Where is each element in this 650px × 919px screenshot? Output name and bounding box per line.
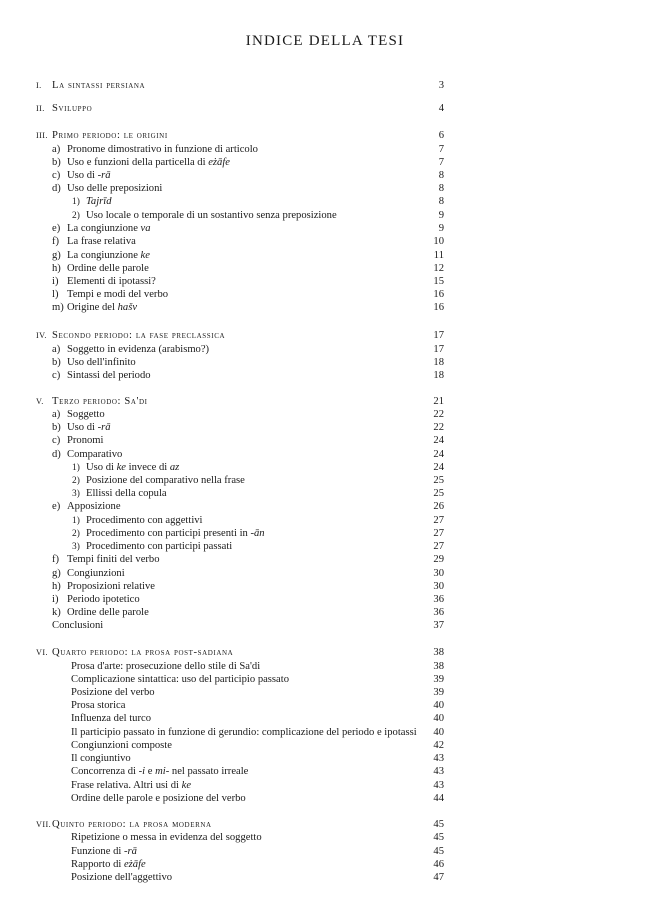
entry-text: Tempi finiti del verbo	[67, 554, 160, 565]
page-number: 44	[433, 793, 444, 804]
entry-text: Sintassi del periodo	[67, 370, 151, 381]
toc-entry-row	[36, 779, 444, 792]
entry-text: Congiunzioni composte	[71, 740, 172, 751]
page-number: 8	[438, 170, 444, 181]
entry-text: Frase relativa. Altri usi di	[71, 780, 182, 791]
page-number: 30	[433, 581, 444, 592]
entry-text: Ordine delle parole	[67, 263, 149, 274]
entry-text: Conclusioni	[52, 620, 104, 631]
entry-text: Sviluppo	[52, 103, 93, 114]
page-number: 6	[438, 130, 444, 141]
toc-entry-row	[36, 580, 444, 593]
entry-title	[52, 330, 225, 341]
entry-text: Primo periodo: le origini	[52, 130, 168, 141]
entry-text: Quinto periodo: la prosa moderna	[52, 819, 212, 830]
entry-text: Elementi di ipotassi?	[67, 276, 156, 287]
toc-entry-row	[36, 567, 444, 580]
entry-text: Uso di	[67, 170, 98, 181]
page-number: 9	[438, 223, 444, 234]
entry-title	[67, 236, 136, 247]
toc-entry-row	[36, 699, 444, 712]
page-number: 10	[433, 236, 444, 247]
toc-entry-row	[36, 527, 444, 540]
toc-entry-row	[36, 871, 444, 884]
entry-text: La frase relativa	[67, 236, 136, 247]
toc-entry-row	[36, 209, 444, 222]
entry-label: c)	[52, 170, 61, 181]
page-number: 43	[433, 753, 444, 764]
toc-entry-row	[36, 553, 444, 566]
entry-label: e)	[52, 223, 61, 234]
toc-entry-row	[36, 765, 444, 778]
entry-text: Concorrenza di	[71, 766, 139, 777]
entry-title	[71, 674, 289, 685]
entry-text: Ordine delle parole	[67, 607, 149, 618]
entry-title	[67, 250, 150, 261]
entry-title	[52, 620, 103, 631]
page-number: 8	[438, 196, 444, 207]
entry-term: az	[169, 462, 180, 473]
page-number: 39	[433, 674, 444, 685]
entry-label: b)	[52, 422, 61, 433]
page-number: 18	[433, 370, 444, 381]
page-number: 40	[433, 713, 444, 724]
entry-text: Pronomi	[67, 435, 104, 446]
entry-text: Secondo periodo: la fase preclassica	[52, 330, 226, 341]
entry-text: Posizione del verbo	[71, 687, 155, 698]
page-number: 8	[438, 183, 444, 194]
entry-text: Uso locale o temporale di un sostantivo senza preposizione	[86, 210, 337, 221]
entry-title	[67, 344, 209, 355]
entry-title	[67, 501, 121, 512]
entry-text: Funzione di	[71, 846, 124, 857]
page-number: 43	[433, 766, 444, 777]
toc-entry-row	[36, 195, 444, 208]
page-number: 45	[433, 832, 444, 843]
entry-title	[86, 475, 245, 486]
entry-text: Uso di	[67, 422, 98, 433]
entry-text: La congiunzione	[67, 223, 141, 234]
entry-title	[67, 144, 258, 155]
toc-entry-row	[36, 369, 444, 382]
entry-text: La congiunzione	[67, 250, 141, 261]
toc-entry-row	[36, 500, 444, 513]
entry-term: mi-	[155, 766, 170, 777]
toc-entry-row	[36, 792, 444, 805]
entry-label: m)	[52, 302, 64, 313]
entry-text: Soggetto	[67, 409, 105, 420]
entry-text: Apposizione	[67, 501, 121, 512]
toc-entry-row	[36, 448, 444, 461]
entry-label: d)	[52, 183, 61, 194]
toc-entry-row	[36, 606, 444, 619]
entry-text: Terzo periodo: Sa'di	[52, 396, 148, 407]
toc-entry-row	[36, 169, 444, 182]
section-number: V.	[36, 397, 44, 406]
page-number: 7	[438, 157, 444, 168]
entry-term: ke	[140, 250, 150, 261]
entry-title	[67, 357, 136, 368]
page-number: 18	[433, 357, 444, 368]
entry-term: -i	[138, 766, 146, 777]
entry-text: Procedimento con aggettivi	[86, 515, 203, 526]
entry-title	[71, 872, 172, 883]
page-number: 36	[433, 594, 444, 605]
entry-title	[52, 819, 212, 830]
entry-title	[71, 740, 172, 751]
page-number: 16	[433, 302, 444, 313]
entry-term: -rā	[97, 422, 111, 433]
toc-entry-row	[36, 593, 444, 606]
toc-entry-row	[36, 275, 444, 288]
toc-entry-row	[36, 434, 444, 447]
entry-label: b)	[52, 157, 61, 168]
entry-title	[52, 130, 168, 141]
entry-label: i)	[52, 276, 59, 287]
toc-entry-row	[36, 752, 444, 765]
entry-text: Soggetto in evidenza (arabismo?)	[67, 344, 210, 355]
toc-entry-row	[36, 182, 444, 195]
entry-text-tail: e	[145, 766, 156, 777]
toc-entry-row	[36, 235, 444, 248]
toc-entry-row	[36, 356, 444, 369]
page-number: 21	[433, 396, 444, 407]
toc-section-row	[36, 79, 444, 92]
entry-title	[67, 170, 111, 181]
entry-text: La sintassi persiana	[52, 80, 146, 91]
page-number: 37	[433, 620, 444, 631]
toc-entry-row	[36, 487, 444, 500]
page-number: 46	[433, 859, 444, 870]
page-number: 36	[433, 607, 444, 618]
entry-label: b)	[52, 357, 61, 368]
entry-label: h)	[52, 581, 61, 592]
page-number: 45	[433, 819, 444, 830]
entry-title	[86, 462, 179, 473]
page-title: INDICE DELLA TESI	[245, 33, 405, 49]
toc-entry-row	[36, 660, 444, 673]
entry-label: i)	[52, 594, 59, 605]
page-number: 27	[433, 541, 444, 552]
entry-label: 2)	[72, 211, 80, 221]
entry-title	[86, 528, 265, 539]
toc-entry-row	[36, 143, 444, 156]
entry-title	[67, 581, 155, 592]
page-number: 3	[438, 80, 444, 91]
page-number: 24	[433, 462, 444, 473]
entry-label: e)	[52, 501, 61, 512]
page-number: 29	[433, 554, 444, 565]
entry-title	[52, 80, 145, 91]
entry-text: Comparativo	[67, 449, 123, 460]
entry-title	[71, 832, 262, 843]
toc-entry-row	[36, 474, 444, 487]
entry-text: Ripetizione o messa in evidenza del soggetto	[71, 832, 262, 843]
entry-title	[71, 753, 131, 764]
entry-text: Uso dell'infinito	[67, 357, 136, 368]
entry-text: Influenza del turco	[71, 713, 152, 724]
toc-entry-row	[36, 288, 444, 301]
toc-entry-row	[36, 222, 444, 235]
page-number: 15	[433, 276, 444, 287]
toc-section-row	[36, 395, 444, 408]
toc-entry-row	[36, 739, 444, 752]
entry-title	[71, 687, 155, 698]
entry-title	[71, 700, 125, 711]
entry-title	[71, 766, 248, 777]
entry-label: 1)	[72, 197, 80, 207]
toc-entry-row	[36, 619, 444, 632]
entry-text: Procedimento con participi passati	[86, 541, 233, 552]
page-number: 45	[433, 846, 444, 857]
entry-text: Uso e funzioni della particella di	[67, 157, 209, 168]
entry-term: eżāfe	[123, 859, 146, 870]
page-number: 12	[433, 263, 444, 274]
entry-term: ke	[116, 462, 127, 473]
entry-title	[71, 661, 260, 672]
entry-title	[67, 263, 149, 274]
page-number: 9	[438, 210, 444, 221]
entry-text: Quarto periodo: la prosa post-sadiana	[52, 647, 234, 658]
entry-label: c)	[52, 435, 61, 446]
section-number: IV.	[36, 331, 47, 340]
entry-label: 2)	[72, 529, 80, 539]
entry-text-tail: invece di	[126, 462, 170, 473]
entry-title	[71, 846, 137, 857]
entry-text: Posizione del comparativo nella frase	[86, 475, 245, 486]
entry-label: g)	[52, 568, 61, 579]
entry-title	[71, 713, 151, 724]
entry-term: -rā	[97, 170, 111, 181]
entry-title	[52, 396, 148, 407]
entry-text: Prosa d'arte: prosecuzione dello stile di Sa'di	[71, 661, 261, 672]
entry-title	[86, 210, 337, 221]
page-number: 30	[433, 568, 444, 579]
entry-title	[52, 103, 92, 114]
page-number: 4	[438, 103, 444, 114]
page-number: 22	[433, 409, 444, 420]
entry-label: h)	[52, 263, 61, 274]
entry-text: Ordine delle parole e posizione del verbo	[71, 793, 246, 804]
toc-section-row	[36, 329, 444, 342]
entry-title	[67, 409, 105, 420]
section-number: III.	[36, 131, 48, 140]
page-number: 27	[433, 528, 444, 539]
toc-section-row	[36, 102, 444, 115]
entry-title	[86, 196, 112, 207]
page-number: 47	[433, 872, 444, 883]
entry-text: Procedimento con participi presenti in	[86, 528, 251, 539]
page-number: 17	[433, 330, 444, 341]
section-number: II.	[36, 104, 45, 113]
entry-text: Posizione dell'aggettivo	[71, 872, 173, 883]
page-number: 22	[433, 422, 444, 433]
page-number: 39	[433, 687, 444, 698]
entry-label: 2)	[72, 476, 80, 486]
page-number: 11	[433, 250, 444, 261]
page-number: 24	[433, 435, 444, 446]
entry-text: Pronome dimostrativo in funzione di articolo	[67, 144, 258, 155]
entry-title	[71, 859, 146, 870]
toc-entry-row	[36, 408, 444, 421]
entry-title	[67, 607, 149, 618]
entry-title	[67, 289, 168, 300]
entry-text: Origine del	[67, 302, 118, 313]
entry-text: Proposizioni relative	[67, 581, 155, 592]
entry-text: Periodo ipotetico	[67, 594, 140, 605]
toc-entry-row	[36, 712, 444, 725]
page-number: 43	[433, 780, 444, 791]
toc-entry-row	[36, 343, 444, 356]
entry-label: a)	[52, 144, 61, 155]
page-number: 24	[433, 449, 444, 460]
entry-text: Il congiuntivo	[71, 753, 131, 764]
toc-entry-row	[36, 514, 444, 527]
entry-term: -rā	[123, 846, 137, 857]
toc-entry-row	[36, 858, 444, 871]
entry-title	[71, 727, 417, 738]
entry-term: va	[140, 223, 151, 234]
entry-label: c)	[52, 370, 61, 381]
section-number: VI.	[36, 648, 48, 657]
entry-label: f)	[52, 554, 60, 565]
entry-label: 3)	[72, 489, 80, 499]
toc-entry-row	[36, 831, 444, 844]
toc-section-row	[36, 646, 444, 659]
toc-entry-row	[36, 726, 444, 739]
entry-title	[67, 449, 122, 460]
entry-text: Congiunzioni	[67, 568, 125, 579]
toc-entry-row	[36, 249, 444, 262]
entry-title	[67, 302, 137, 313]
page-number: 40	[433, 727, 444, 738]
entry-label: d)	[52, 449, 61, 460]
entry-title	[86, 488, 167, 499]
entry-title	[67, 157, 230, 168]
entry-term: -ān	[250, 528, 265, 539]
page-number: 25	[433, 488, 444, 499]
toc-entry-row	[36, 301, 444, 314]
entry-term: eżāfe	[208, 157, 230, 168]
entry-title	[86, 515, 203, 526]
entry-label: 1)	[72, 516, 80, 526]
entry-title	[52, 647, 233, 658]
toc-entry-row	[36, 421, 444, 434]
toc-entry-row	[36, 262, 444, 275]
entry-text: Il participio passato in funzione di gerundio: complicazione del periodo e ipotassi	[71, 727, 417, 738]
entry-label: a)	[52, 409, 61, 420]
entry-title	[86, 541, 232, 552]
entry-title	[67, 594, 140, 605]
entry-title	[71, 780, 191, 791]
page-number: 38	[433, 647, 444, 658]
page-number: 7	[438, 144, 444, 155]
entry-text-tail: nel passato irreale	[169, 766, 249, 777]
entry-text: Rapporto di	[71, 859, 124, 870]
entry-label: a)	[52, 344, 61, 355]
entry-title	[67, 435, 104, 446]
entry-title	[71, 793, 246, 804]
entry-title	[67, 276, 156, 287]
entry-text: Prosa storica	[71, 700, 126, 711]
entry-text: Tempi e modi del verbo	[67, 289, 169, 300]
entry-label: k)	[52, 607, 61, 618]
toc-section-row	[36, 129, 444, 142]
entry-title	[67, 183, 162, 194]
toc-entry-row	[36, 673, 444, 686]
page-number: 16	[433, 289, 444, 300]
entry-label: l)	[52, 289, 59, 300]
page-number: 26	[433, 501, 444, 512]
entry-title	[67, 370, 151, 381]
toc-entry-row	[36, 686, 444, 699]
entry-label: 1)	[72, 463, 80, 473]
entry-text: Uso di	[86, 462, 117, 473]
page-number: 25	[433, 475, 444, 486]
toc-entry-row	[36, 845, 444, 858]
toc-section-row	[36, 818, 444, 831]
entry-label: g)	[52, 250, 61, 261]
toc-entry-row	[36, 540, 444, 553]
entry-title	[67, 223, 151, 234]
toc-entry-row	[36, 156, 444, 169]
entry-title	[67, 568, 125, 579]
entry-text: Uso delle preposizioni	[67, 183, 163, 194]
entry-label: f)	[52, 236, 60, 247]
page-number: 27	[433, 515, 444, 526]
page-number: 40	[433, 700, 444, 711]
entry-label: 3)	[72, 542, 80, 552]
entry-term: Tajrīd	[86, 196, 112, 207]
entry-text: Ellissi della copula	[86, 488, 167, 499]
page-number: 42	[433, 740, 444, 751]
toc-entry-row	[36, 461, 444, 474]
section-number: VII.	[36, 820, 52, 829]
entry-term: ke	[181, 780, 192, 791]
entry-term: hašv	[117, 302, 138, 313]
page-number: 17	[433, 344, 444, 355]
entry-title	[67, 554, 160, 565]
section-number: I.	[36, 81, 42, 90]
entry-text: Complicazione sintattica: uso del participio passato	[71, 674, 289, 685]
entry-title	[67, 422, 111, 433]
page-number: 38	[433, 661, 444, 672]
